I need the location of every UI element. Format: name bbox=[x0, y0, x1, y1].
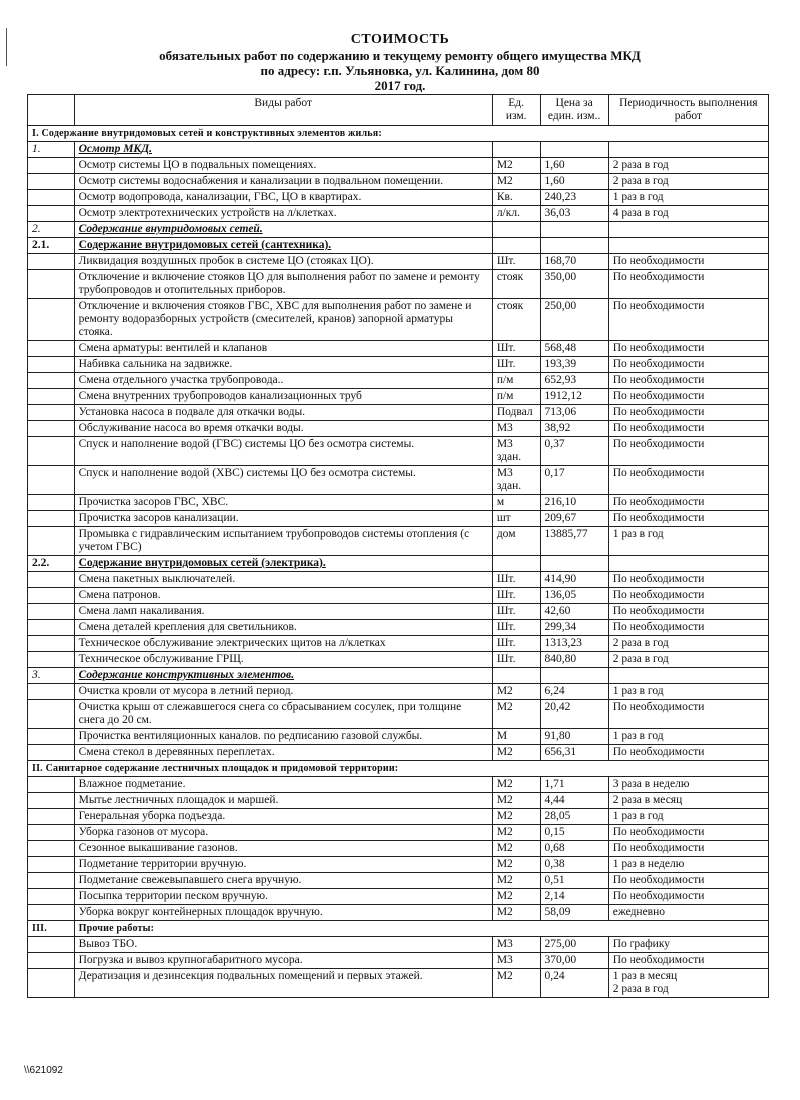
cell-num bbox=[28, 604, 75, 620]
cell-num bbox=[28, 905, 75, 921]
cell-price: 58,09 bbox=[540, 905, 608, 921]
cell-name: Отключение и включения стояков ГВС, ХВС для выполнения работ по замене и ремонту водоразборных устройств (смесителей, кранов) запорной арматуры стояка. bbox=[74, 299, 492, 341]
cell-unit: М2 bbox=[492, 857, 540, 873]
table-row bbox=[28, 511, 769, 527]
table-row bbox=[28, 937, 769, 953]
table-row bbox=[28, 841, 769, 857]
table-row bbox=[28, 206, 769, 222]
document-year: 2017 год. bbox=[374, 78, 426, 93]
cell-num bbox=[28, 620, 75, 636]
cell-num bbox=[28, 777, 75, 793]
cell-unit bbox=[492, 222, 540, 238]
cell-price: 414,90 bbox=[540, 572, 608, 588]
cell-period: По необходимости bbox=[608, 889, 768, 905]
cell-unit: п/м bbox=[492, 373, 540, 389]
table-row bbox=[28, 421, 769, 437]
table-row bbox=[28, 527, 769, 556]
cell-unit: Подвал bbox=[492, 405, 540, 421]
cell-unit: Шт. bbox=[492, 620, 540, 636]
cell-unit: М2 bbox=[492, 174, 540, 190]
cell-name: Уборка газонов от мусора. bbox=[74, 825, 492, 841]
cell-unit: М2 bbox=[492, 841, 540, 857]
cell-period: По необходимости bbox=[608, 254, 768, 270]
cell-period: 3 раза в неделю bbox=[608, 777, 768, 793]
group-title: Осмотр МКД. bbox=[74, 142, 492, 158]
group-title: Содержание внутридомовых сетей (сантехника). bbox=[74, 238, 492, 254]
cell-name: Техническое обслуживание электрических щитов на л/клетках bbox=[74, 636, 492, 652]
cell-period: 1 раз в год bbox=[608, 809, 768, 825]
cell-period: 4 раза в год bbox=[608, 206, 768, 222]
section-title: I. Содержание внутридомовых сетей и конструктивных элементов жилья: bbox=[28, 126, 769, 142]
table-row bbox=[28, 466, 769, 495]
cell-name: Промывка с гидравлическим испытанием трубопроводов системы отопления (с учетом ГВС) bbox=[74, 527, 492, 556]
cell-period: 2 раза в год bbox=[608, 158, 768, 174]
cell-num bbox=[28, 953, 75, 969]
cell-unit: М2 bbox=[492, 905, 540, 921]
cell-unit: л/кл. bbox=[492, 206, 540, 222]
cell-price: 240,23 bbox=[540, 190, 608, 206]
cell-price bbox=[540, 668, 608, 684]
table-header-row bbox=[28, 95, 769, 126]
cell-period: По необходимости bbox=[608, 841, 768, 857]
cell-price: 0,15 bbox=[540, 825, 608, 841]
cell-unit: М2 bbox=[492, 700, 540, 729]
cell-period: По необходимости bbox=[608, 588, 768, 604]
cell-name: Погрузка и вывоз крупногабаритного мусора. bbox=[74, 953, 492, 969]
cell-num bbox=[28, 254, 75, 270]
cell-num bbox=[28, 588, 75, 604]
cell-period: По графику bbox=[608, 937, 768, 953]
group-num: 1. bbox=[28, 142, 75, 158]
col-header-unit: Ед. изм. bbox=[492, 95, 540, 126]
cell-price: 13885,77 bbox=[540, 527, 608, 556]
cell-num bbox=[28, 684, 75, 700]
cell-period bbox=[608, 238, 768, 254]
cell-price bbox=[540, 556, 608, 572]
document-address: по адресу: г.п. Ульяновка, ул. Калинина, дом 80 bbox=[260, 63, 540, 78]
works-table bbox=[27, 94, 769, 998]
cell-period: По необходимости bbox=[608, 745, 768, 761]
cell-price: 713,06 bbox=[540, 405, 608, 421]
group-row bbox=[28, 668, 769, 684]
cell-unit bbox=[492, 556, 540, 572]
cell-unit bbox=[492, 668, 540, 684]
cell-num bbox=[28, 389, 75, 405]
cell-price: 0,68 bbox=[540, 841, 608, 857]
cell-name: Смена арматуры: вентилей и клапанов bbox=[74, 341, 492, 357]
cell-period: По необходимости bbox=[608, 953, 768, 969]
table-row bbox=[28, 684, 769, 700]
cell-num bbox=[28, 873, 75, 889]
cell-unit bbox=[492, 142, 540, 158]
cell-unit: М2 bbox=[492, 793, 540, 809]
cell-period: 2 раза в год bbox=[608, 652, 768, 668]
cell-period: 2 раза в год bbox=[608, 636, 768, 652]
cell-price: 38,92 bbox=[540, 421, 608, 437]
table-row bbox=[28, 777, 769, 793]
section-title: Прочие работы: bbox=[74, 921, 768, 937]
cell-period: По необходимости bbox=[608, 511, 768, 527]
cell-period: По необходимости bbox=[608, 873, 768, 889]
cell-period: По необходимости bbox=[608, 825, 768, 841]
cell-period: По необходимости bbox=[608, 270, 768, 299]
table-row bbox=[28, 969, 769, 998]
cell-num bbox=[28, 373, 75, 389]
cell-price: 299,34 bbox=[540, 620, 608, 636]
col-header-num bbox=[28, 95, 75, 126]
cell-name: Осмотр системы водоснабжения и канализации в подвальном помещении. bbox=[74, 174, 492, 190]
cell-price: 0,37 bbox=[540, 437, 608, 466]
table-row bbox=[28, 254, 769, 270]
table-row bbox=[28, 857, 769, 873]
cell-name: Вывоз ТБО. bbox=[74, 937, 492, 953]
cell-unit: м bbox=[492, 495, 540, 511]
table-row bbox=[28, 652, 769, 668]
cell-name: Техническое обслуживание ГРЩ. bbox=[74, 652, 492, 668]
cell-num bbox=[28, 729, 75, 745]
group-num: 2.2. bbox=[28, 556, 75, 572]
table-row bbox=[28, 873, 769, 889]
cell-period: По необходимости bbox=[608, 572, 768, 588]
cell-name: Сезонное выкашивание газонов. bbox=[74, 841, 492, 857]
table-row bbox=[28, 604, 769, 620]
table-row bbox=[28, 373, 769, 389]
cell-num bbox=[28, 174, 75, 190]
cell-period: 1 раз в год bbox=[608, 527, 768, 556]
cell-price: 216,10 bbox=[540, 495, 608, 511]
table-row bbox=[28, 357, 769, 373]
group-num: 2. bbox=[28, 222, 75, 238]
cell-name: Очистка кровли от мусора в летний период. bbox=[74, 684, 492, 700]
section-title: II. Санитарное содержание лестничных площадок и придомовой территории: bbox=[28, 761, 769, 777]
cell-price bbox=[540, 222, 608, 238]
cell-period bbox=[608, 668, 768, 684]
cell-price: 91,80 bbox=[540, 729, 608, 745]
cell-num bbox=[28, 857, 75, 873]
cell-price: 1912,12 bbox=[540, 389, 608, 405]
cell-name: Очистка крыш от слежавшегося снега со сбрасыванием сосулек, при толщине снега до 20 см. bbox=[74, 700, 492, 729]
cell-price bbox=[540, 142, 608, 158]
cell-unit: М2 bbox=[492, 809, 540, 825]
group-row bbox=[28, 222, 769, 238]
table-body bbox=[28, 126, 769, 998]
table-row bbox=[28, 495, 769, 511]
table-row bbox=[28, 953, 769, 969]
cell-name: Смена деталей крепления для светильников. bbox=[74, 620, 492, 636]
cell-num bbox=[28, 190, 75, 206]
group-title: Содержание внутридомовых сетей (электрика). bbox=[74, 556, 492, 572]
document-title: СТОИМОСТЬ bbox=[350, 32, 450, 47]
cell-num bbox=[28, 270, 75, 299]
cell-name: Подметание свежевыпавшего снега вручную. bbox=[74, 873, 492, 889]
cell-unit: М2 bbox=[492, 889, 540, 905]
cell-name: Смена внутренних трубопроводов канализационных труб bbox=[74, 389, 492, 405]
cell-price: 0,51 bbox=[540, 873, 608, 889]
cell-num bbox=[28, 937, 75, 953]
cell-period bbox=[608, 556, 768, 572]
table-row bbox=[28, 405, 769, 421]
cell-name: Дератизация и дезинсекция подвальных помещений и первых этажей. bbox=[74, 969, 492, 998]
footer-code: \\621092 bbox=[24, 1065, 63, 1076]
col-header-period: Периодичность выполнения работ bbox=[608, 95, 768, 126]
table-row bbox=[28, 905, 769, 921]
table-row bbox=[28, 700, 769, 729]
table-row bbox=[28, 299, 769, 341]
cell-num bbox=[28, 421, 75, 437]
cell-name: Осмотр водопровода, канализации, ГВС, ЦО в квартирах. bbox=[74, 190, 492, 206]
cell-period: По необходимости bbox=[608, 299, 768, 341]
cell-price: 2,14 bbox=[540, 889, 608, 905]
cell-price bbox=[540, 238, 608, 254]
cell-num bbox=[28, 405, 75, 421]
cell-num bbox=[28, 572, 75, 588]
cell-unit: М3 здан. bbox=[492, 437, 540, 466]
cell-period: 1 раз в неделю bbox=[608, 857, 768, 873]
table-row bbox=[28, 572, 769, 588]
cell-num bbox=[28, 969, 75, 998]
section-row bbox=[28, 126, 769, 142]
table-row bbox=[28, 588, 769, 604]
cell-unit: М2 bbox=[492, 969, 540, 998]
cell-num bbox=[28, 825, 75, 841]
cell-num bbox=[28, 809, 75, 825]
document-subtitle: обязательных работ по содержанию и текущему ремонту общего имущества МКД bbox=[159, 48, 641, 63]
cell-unit bbox=[492, 238, 540, 254]
cell-price: 1,71 bbox=[540, 777, 608, 793]
cell-period: 1 раз в год bbox=[608, 729, 768, 745]
cell-price: 42,60 bbox=[540, 604, 608, 620]
cell-num bbox=[28, 527, 75, 556]
cell-name: Прочистка вентиляционных каналов. по редписанию газовой службы. bbox=[74, 729, 492, 745]
cell-unit: М2 bbox=[492, 745, 540, 761]
cell-unit: М3 здан. bbox=[492, 466, 540, 495]
cell-name: Обслуживание насоса во время откачки воды. bbox=[74, 421, 492, 437]
cell-name: Генеральная уборка подъезда. bbox=[74, 809, 492, 825]
cell-num bbox=[28, 841, 75, 857]
cell-period: По необходимости bbox=[608, 620, 768, 636]
cell-price: 136,05 bbox=[540, 588, 608, 604]
cell-num bbox=[28, 341, 75, 357]
cell-period: По необходимости bbox=[608, 466, 768, 495]
cell-price: 350,00 bbox=[540, 270, 608, 299]
group-row bbox=[28, 556, 769, 572]
cell-name: Установка насоса в подвале для откачки воды. bbox=[74, 405, 492, 421]
cell-unit: Шт. bbox=[492, 341, 540, 357]
cell-price: 36,03 bbox=[540, 206, 608, 222]
cell-unit: М2 bbox=[492, 158, 540, 174]
section-row bbox=[28, 921, 769, 937]
cell-price: 20,42 bbox=[540, 700, 608, 729]
cell-price: 0,17 bbox=[540, 466, 608, 495]
table-row bbox=[28, 620, 769, 636]
cell-name: Смена пакетных выключателей. bbox=[74, 572, 492, 588]
cell-unit: стояк bbox=[492, 270, 540, 299]
cell-name: Уборка вокруг контейнерных площадок вручную. bbox=[74, 905, 492, 921]
cell-period: По необходимости bbox=[608, 421, 768, 437]
cell-unit: Шт. bbox=[492, 604, 540, 620]
cell-price: 1,60 bbox=[540, 158, 608, 174]
cell-name: Набивка сальника на задвижке. bbox=[74, 357, 492, 373]
cell-unit: М2 bbox=[492, 873, 540, 889]
table-row bbox=[28, 190, 769, 206]
cell-period: ежедневно bbox=[608, 905, 768, 921]
table-row bbox=[28, 158, 769, 174]
table-row bbox=[28, 389, 769, 405]
cell-num bbox=[28, 466, 75, 495]
cell-unit: Шт. bbox=[492, 357, 540, 373]
cell-unit: шт bbox=[492, 511, 540, 527]
cell-unit: Шт. bbox=[492, 588, 540, 604]
cell-name: Прочистка засоров ГВС, ХВС. bbox=[74, 495, 492, 511]
cell-unit: М bbox=[492, 729, 540, 745]
cell-num bbox=[28, 206, 75, 222]
cell-price: 250,00 bbox=[540, 299, 608, 341]
cell-period: 1 раз в год bbox=[608, 684, 768, 700]
table-row bbox=[28, 889, 769, 905]
cell-price: 568,48 bbox=[540, 341, 608, 357]
cell-unit: Шт. bbox=[492, 254, 540, 270]
cell-name: Подметание территории вручную. bbox=[74, 857, 492, 873]
cell-price: 0,24 bbox=[540, 969, 608, 998]
cell-num bbox=[28, 357, 75, 373]
cell-unit: М2 bbox=[492, 777, 540, 793]
cell-price: 275,00 bbox=[540, 937, 608, 953]
cell-name: Отключение и включение стояков ЦО для выполнения работ по замене и ремонту трубопроводов и отопительных приборов. bbox=[74, 270, 492, 299]
cell-period: По необходимости bbox=[608, 700, 768, 729]
cell-unit: Шт. bbox=[492, 572, 540, 588]
table-row bbox=[28, 825, 769, 841]
cell-period bbox=[608, 222, 768, 238]
cell-num bbox=[28, 437, 75, 466]
cell-price: 1313,23 bbox=[540, 636, 608, 652]
cell-num bbox=[28, 158, 75, 174]
cell-unit: п/м bbox=[492, 389, 540, 405]
cell-name: Спуск и наполнение водой (ХВС) системы ЦО без осмотра системы. bbox=[74, 466, 492, 495]
cell-name: Прочистка засоров канализации. bbox=[74, 511, 492, 527]
cell-name: Мытье лестничных площадок и маршей. bbox=[74, 793, 492, 809]
group-row bbox=[28, 142, 769, 158]
cell-unit: М3 bbox=[492, 953, 540, 969]
cell-period: По необходимости bbox=[608, 389, 768, 405]
table-row bbox=[28, 745, 769, 761]
group-title: Содержание внутридомовых сетей. bbox=[74, 222, 492, 238]
cell-num bbox=[28, 700, 75, 729]
cell-name: Посыпка территории песком вручную. bbox=[74, 889, 492, 905]
table-row bbox=[28, 809, 769, 825]
cell-num bbox=[28, 745, 75, 761]
cell-period: 2 раза в месяц bbox=[608, 793, 768, 809]
cell-num bbox=[28, 889, 75, 905]
cell-price: 656,31 bbox=[540, 745, 608, 761]
cell-name: Спуск и наполнение водой (ГВС) системы ЦО без осмотра системы. bbox=[74, 437, 492, 466]
cell-name: Смена отдельного участка трубопровода.. bbox=[74, 373, 492, 389]
cell-unit: Шт. bbox=[492, 636, 540, 652]
cell-price: 6,24 bbox=[540, 684, 608, 700]
cell-name: Осмотр системы ЦО в подвальных помещениях. bbox=[74, 158, 492, 174]
cell-unit: М2 bbox=[492, 684, 540, 700]
cell-period: По необходимости bbox=[608, 495, 768, 511]
group-num: 3. bbox=[28, 668, 75, 684]
table-row bbox=[28, 636, 769, 652]
table-row bbox=[28, 437, 769, 466]
cell-unit: стояк bbox=[492, 299, 540, 341]
table-row bbox=[28, 270, 769, 299]
cell-unit: М3 bbox=[492, 421, 540, 437]
cell-name: Ликвидация воздушных пробок в системе ЦО (стояках ЦО). bbox=[74, 254, 492, 270]
cell-unit: М3 bbox=[492, 937, 540, 953]
cell-name: Смена патронов. bbox=[74, 588, 492, 604]
group-title: Содержание конструктивных элементов. bbox=[74, 668, 492, 684]
document-header bbox=[0, 32, 800, 93]
group-row bbox=[28, 238, 769, 254]
group-num: 2.1. bbox=[28, 238, 75, 254]
table-row bbox=[28, 729, 769, 745]
cell-name: Смена стекол в деревянных переплетах. bbox=[74, 745, 492, 761]
cell-price: 168,70 bbox=[540, 254, 608, 270]
cell-price: 209,67 bbox=[540, 511, 608, 527]
cell-num bbox=[28, 636, 75, 652]
cell-period: По необходимости bbox=[608, 357, 768, 373]
cell-period: По необходимости bbox=[608, 341, 768, 357]
cell-price: 0,38 bbox=[540, 857, 608, 873]
cell-num bbox=[28, 299, 75, 341]
cell-period: 1 раз в год bbox=[608, 190, 768, 206]
cell-unit: Кв. bbox=[492, 190, 540, 206]
col-header-name: Виды работ bbox=[74, 95, 492, 126]
cell-unit: дом bbox=[492, 527, 540, 556]
section-num: III. bbox=[28, 921, 75, 937]
cell-price: 840,80 bbox=[540, 652, 608, 668]
cell-name: Смена ламп накаливания. bbox=[74, 604, 492, 620]
cell-price: 28,05 bbox=[540, 809, 608, 825]
cell-num bbox=[28, 511, 75, 527]
cell-period: По необходимости bbox=[608, 437, 768, 466]
cell-period: По необходимости bbox=[608, 373, 768, 389]
cell-period: 1 раз в месяц 2 раза в год bbox=[608, 969, 768, 998]
cell-name: Осмотр электротехнических устройств на л/клетках. bbox=[74, 206, 492, 222]
cell-num bbox=[28, 793, 75, 809]
col-header-price: Цена за един. изм.. bbox=[540, 95, 608, 126]
section-row bbox=[28, 761, 769, 777]
cell-period: 2 раза в год bbox=[608, 174, 768, 190]
cell-price: 4,44 bbox=[540, 793, 608, 809]
table-row bbox=[28, 174, 769, 190]
cell-name: Влажное подметание. bbox=[74, 777, 492, 793]
table-row bbox=[28, 341, 769, 357]
cell-num bbox=[28, 495, 75, 511]
cell-price: 1,60 bbox=[540, 174, 608, 190]
cell-period: По необходимости bbox=[608, 405, 768, 421]
cell-period: По необходимости bbox=[608, 604, 768, 620]
cell-price: 193,39 bbox=[540, 357, 608, 373]
cell-unit: Шт. bbox=[492, 652, 540, 668]
cell-unit: М2 bbox=[492, 825, 540, 841]
cell-price: 652,93 bbox=[540, 373, 608, 389]
cell-period bbox=[608, 142, 768, 158]
cell-num bbox=[28, 652, 75, 668]
cell-price: 370,00 bbox=[540, 953, 608, 969]
table-row bbox=[28, 793, 769, 809]
